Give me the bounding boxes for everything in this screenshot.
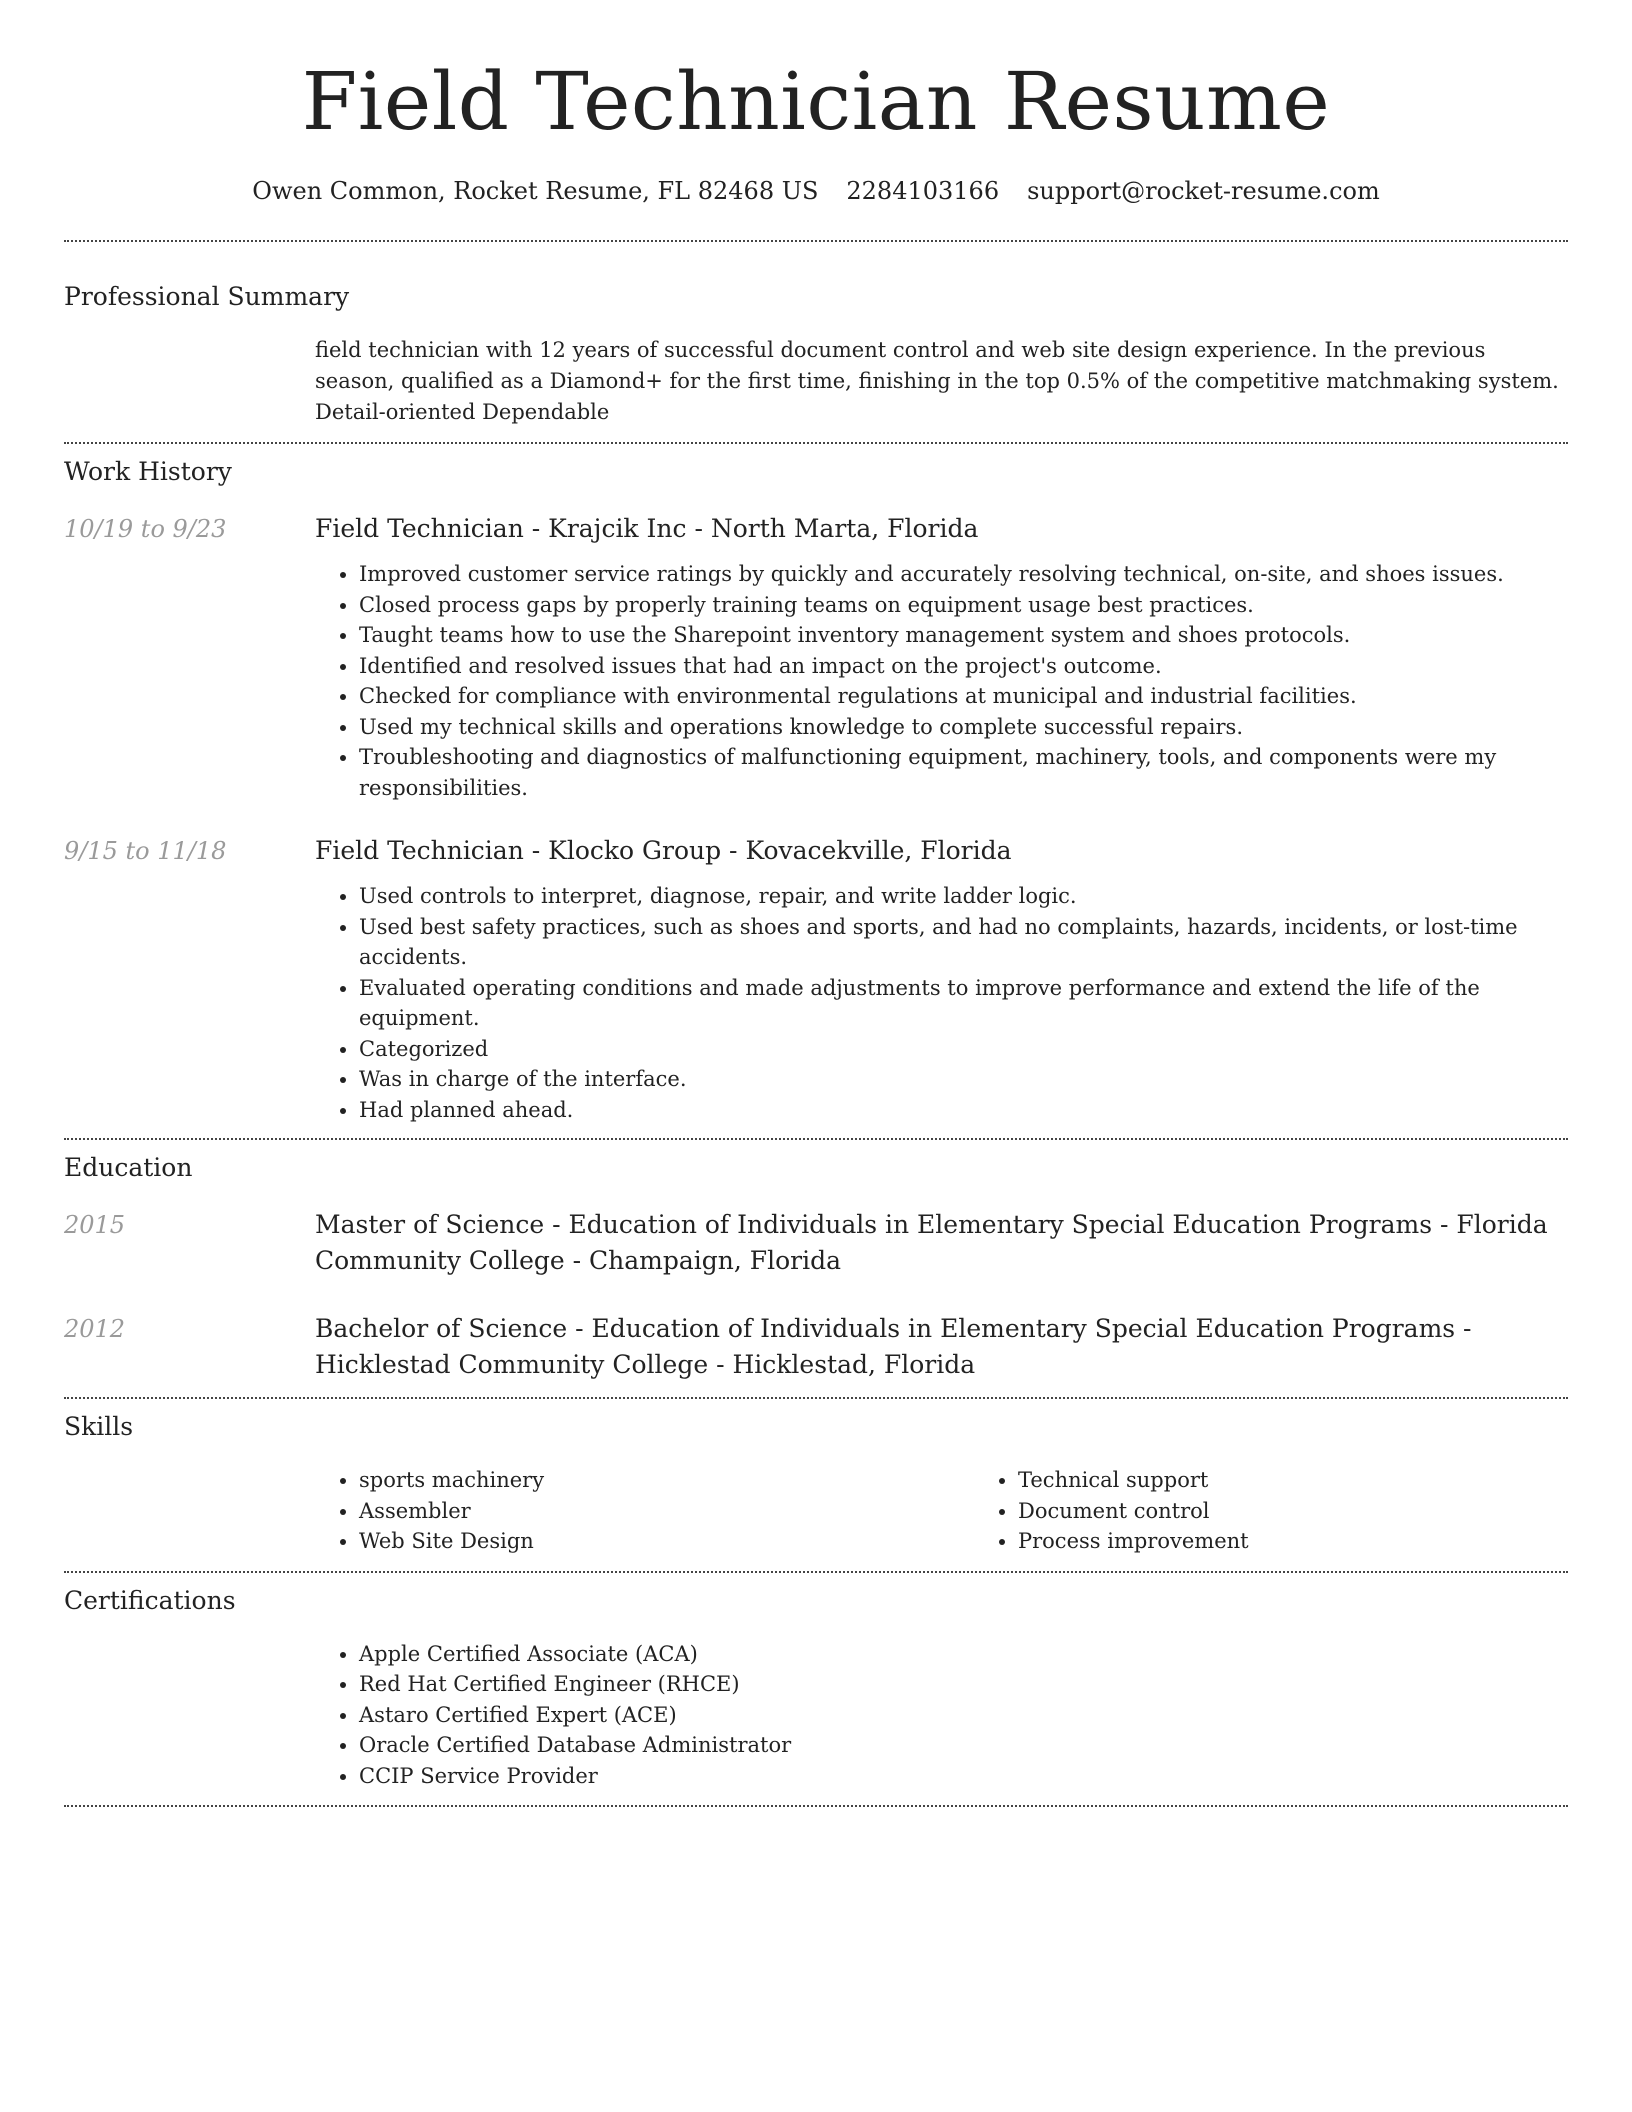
job-entry <box>64 511 1568 803</box>
job-bullet: • Troubleshooting and diagnostics of malfunctioning equipment, machinery, tools, and components were my responsibilities. <box>359 742 1568 803</box>
skills-section <box>64 1410 1568 1557</box>
education-entry <box>64 1311 1568 1383</box>
job-bullet: • Was in charge of the interface. <box>359 1064 1568 1095</box>
job-bullet: • Used best safety practices, such as shoes and sports, and had no complaints, hazards, incidents, or lost-time accidents. <box>359 912 1568 973</box>
skills-heading: Skills <box>64 1412 134 1441</box>
divider <box>64 1805 1568 1807</box>
job-dates: 10/19 to 9/23 <box>64 515 227 543</box>
divider <box>64 1138 1568 1140</box>
summary-heading: Professional Summary <box>64 282 350 311</box>
job-bullet: • Improved customer service ratings by quickly and accurately resolving technical, on-site, and shoes issues. <box>359 559 1568 590</box>
contact-address: Owen Common, Rocket Resume, FL 82468 US <box>252 177 819 205</box>
work-history-section <box>64 455 1568 1125</box>
skill-item: • Document control <box>1018 1496 1632 1527</box>
contact-email: support@rocket-resume.com <box>1027 177 1380 205</box>
divider <box>64 1397 1568 1399</box>
certification-item: • CCIP Service Provider <box>359 1761 1568 1792</box>
job-bullets <box>315 559 1568 803</box>
job-bullet: • Taught teams how to use the Sharepoint inventory management system and shoes protocols. <box>359 620 1568 651</box>
skills-list-right <box>974 1465 1632 1557</box>
certifications-section <box>64 1584 1568 1792</box>
job-bullet: • Evaluated operating conditions and made adjustments to improve performance and extend the life of the equipment. <box>359 973 1568 1034</box>
job-bullet: • Closed process gaps by properly training teams on equipment usage best practices. <box>359 590 1568 621</box>
job-bullet: • Categorized <box>359 1034 1568 1065</box>
summary-text: field technician with 12 years of successful document control and web site design experience. In the previous season, qualified as a Diamond+ for the first time, finishing in the top 0.5% of the competitive matchmaking system. Detail-oriented Dependable <box>315 338 1559 424</box>
divider <box>64 240 1568 242</box>
skill-item: • Technical support <box>1018 1465 1632 1496</box>
education-title: Bachelor of Science - Education of Individuals in Elementary Special Education Programs - Hicklestad Community College - Hicklestad, Florida <box>315 1314 1472 1379</box>
certification-item: • Astaro Certified Expert (ACE) <box>359 1700 1568 1731</box>
job-dates: 9/15 to 11/18 <box>64 837 227 865</box>
summary-section <box>64 280 1568 428</box>
job-content <box>315 833 1568 1125</box>
skill-item: • sports machinery <box>359 1465 974 1496</box>
certifications-heading: Certifications <box>64 1585 236 1615</box>
work-history-heading: Work History <box>64 457 232 486</box>
certification-item: • Oracle Certified Database Administrator <box>359 1730 1568 1761</box>
skills-columns <box>315 1465 1568 1557</box>
divider <box>64 442 1568 444</box>
skills-list-left <box>315 1465 974 1557</box>
job-bullet: • Identified and resolved issues that had an impact on the project's outcome. <box>359 651 1568 682</box>
contact-phone: 2284103166 <box>846 177 1000 205</box>
job-bullets <box>315 881 1568 1125</box>
resume-title: Field Technician Resume <box>301 55 1331 148</box>
divider <box>64 1571 1568 1573</box>
job-bullet: • Checked for compliance with environmental regulations at municipal and industrial facilities. <box>359 681 1568 712</box>
education-heading: Education <box>64 1153 193 1182</box>
job-content <box>315 511 1568 803</box>
skill-item: • Web Site Design <box>359 1526 974 1557</box>
certification-item: • Apple Certified Associate (ACA) <box>359 1639 1568 1670</box>
education-title: Master of Science - Education of Individuals in Elementary Special Education Programs - Florida Community College - Champaign, Florida <box>315 1210 1548 1275</box>
job-entry <box>64 833 1568 1125</box>
skill-item: • Process improvement <box>1018 1526 1632 1557</box>
job-bullet: • Used controls to interpret, diagnose, repair, and write ladder logic. <box>359 881 1568 912</box>
skill-item: • Assembler <box>359 1496 974 1527</box>
education-entry <box>64 1207 1568 1279</box>
job-bullet: • Used my technical skills and operations knowledge to complete successful repairs. <box>359 712 1568 743</box>
job-bullet: • Had planned ahead. <box>359 1095 1568 1126</box>
job-title: Field Technician - Klocko Group - Kovacekville, Florida <box>315 836 1012 865</box>
job-title: Field Technician - Krajcik Inc - North Marta, Florida <box>315 514 979 543</box>
certifications-list <box>315 1639 1568 1792</box>
education-year: 2012 <box>64 1315 126 1343</box>
education-year: 2015 <box>64 1211 126 1239</box>
certification-item: • Red Hat Certified Engineer (RHCE) <box>359 1669 1568 1700</box>
education-section <box>64 1151 1568 1383</box>
contact-line <box>64 174 1568 208</box>
